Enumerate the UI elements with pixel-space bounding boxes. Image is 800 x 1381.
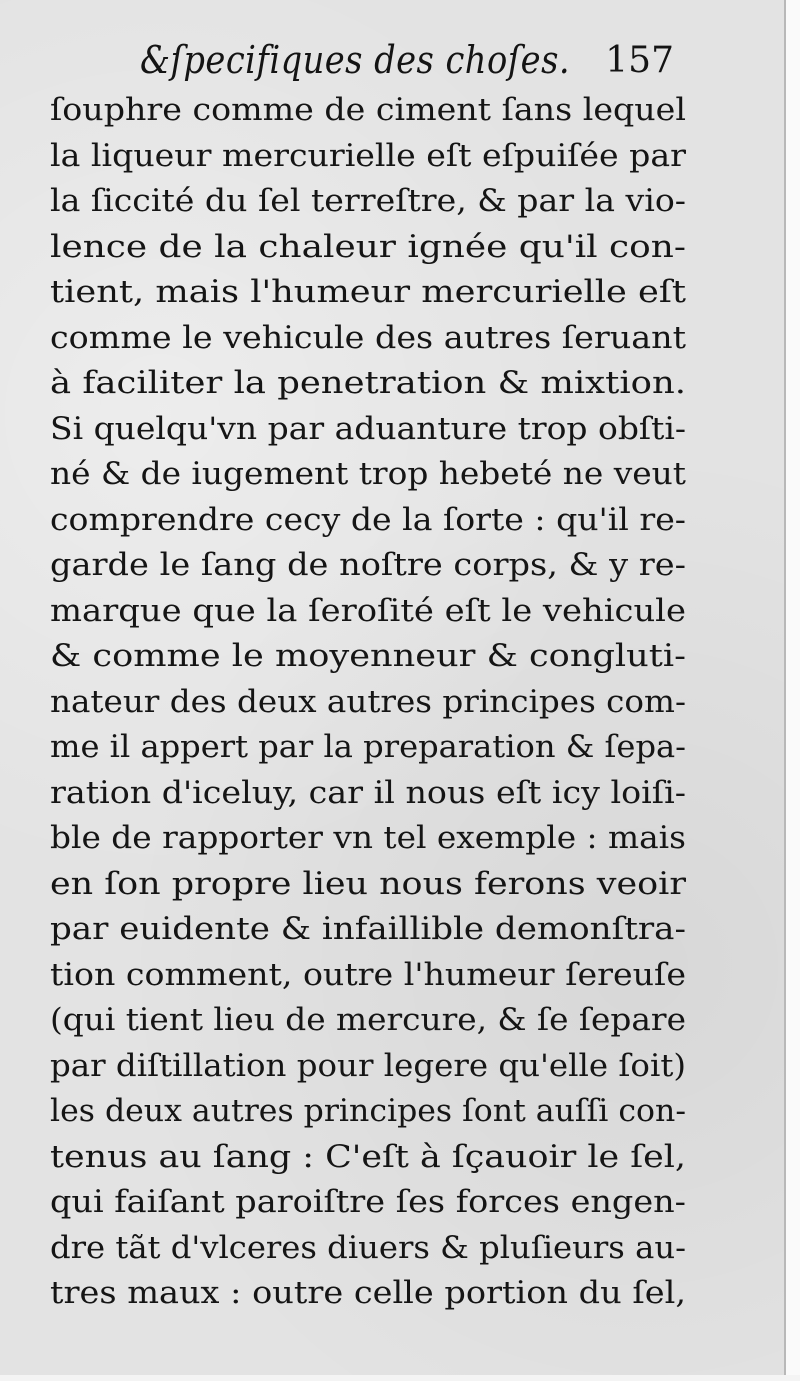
text-line-content: par diſtillation pour legere qu'elle ſoit) xyxy=(50,1047,686,1084)
text-line xyxy=(50,270,686,316)
text-line xyxy=(50,953,686,999)
page-right-edge xyxy=(784,0,800,1381)
text-line xyxy=(50,361,686,407)
text-line xyxy=(50,862,686,908)
text-line-content: par euidente & infaillible demonſtra- xyxy=(50,911,686,947)
text-line-content: comme le vehicule des autres ſeruant xyxy=(50,319,686,356)
text-line-content: tenus au ſang : C'eſt à ſçauoir le ſel, xyxy=(50,1138,686,1175)
text-line-content: la liqueur mercurielle eſt eſpuiſée par xyxy=(50,137,686,174)
text-line-content: en ſon propre lieu nous ferons veoir xyxy=(50,865,686,902)
text-line-content: garde le ſang de noſtre corps, & y re- xyxy=(50,547,686,583)
text-line-content: me il appert par la preparation & ſepa- xyxy=(50,729,686,765)
text-line xyxy=(50,1226,686,1272)
text-line xyxy=(50,589,686,635)
text-line xyxy=(50,134,686,180)
body-text xyxy=(50,88,686,1317)
text-line-content: & comme le moyenneur & congluti- xyxy=(50,638,686,674)
text-line xyxy=(50,816,686,862)
text-line xyxy=(50,88,686,134)
text-line xyxy=(50,998,686,1044)
text-line-content: tient, mais l'humeur mercurielle eſt xyxy=(50,274,686,310)
running-title: &ſpecifiques des choſes. xyxy=(140,38,570,82)
page-bottom-edge xyxy=(0,1375,800,1381)
text-line-content: à faciliter la penetration & mixtion. xyxy=(50,365,686,401)
text-line xyxy=(50,725,686,771)
text-line-content: dre tãt d'vlceres diuers & pluſieurs au- xyxy=(50,1229,686,1266)
text-line xyxy=(50,1271,686,1317)
text-line-content: ble de rapporter vn tel exemple : mais xyxy=(50,820,686,856)
text-line-content: ration d'iceluy, car il nous eſt icy loiſi- xyxy=(50,774,686,811)
text-line-content: né & de iugement trop hebeté ne veut xyxy=(50,456,686,492)
page-number: 157 xyxy=(605,40,674,81)
text-line xyxy=(50,771,686,817)
text-line-content: marque que la ſeroſité eſt le vehicule xyxy=(50,592,686,629)
text-line xyxy=(50,179,686,225)
text-line-content: la ſiccité du ſel terreſtre, & par la vio- xyxy=(50,183,686,219)
text-line xyxy=(50,907,686,953)
text-line xyxy=(50,680,686,726)
text-line-content: Si quelqu'vn par aduanture trop obſti- xyxy=(50,410,686,447)
text-line-content: tres maux : outre celle portion du ſel, xyxy=(50,1275,686,1311)
text-line-content: qui faiſant paroiſtre ſes forces engen- xyxy=(50,1184,686,1220)
text-line xyxy=(50,407,686,453)
text-line-content: (qui tient lieu de mercure, & ſe ſepare xyxy=(50,1002,686,1038)
text-line-content: comprendre cecy de la ſorte : qu'il re- xyxy=(50,501,686,538)
text-line-content: tion comment, outre l'humeur ſereuſe xyxy=(50,956,686,993)
text-line-content: les deux autres principes ſont auſſi con- xyxy=(50,1093,686,1129)
text-line xyxy=(50,1135,686,1181)
text-line xyxy=(50,543,686,589)
text-line xyxy=(50,452,686,498)
text-line-content: lence de la chaleur ignée qu'il con- xyxy=(50,228,686,265)
text-line-content: nateur des deux autres principes com- xyxy=(50,683,686,720)
text-line xyxy=(50,316,686,362)
text-line xyxy=(50,634,686,680)
text-line xyxy=(50,1180,686,1226)
text-line xyxy=(50,498,686,544)
text-line xyxy=(50,225,686,271)
text-line xyxy=(50,1089,686,1135)
text-line-content: ſouphre comme de ciment ſans lequel xyxy=(50,92,686,128)
text-line xyxy=(50,1044,686,1090)
